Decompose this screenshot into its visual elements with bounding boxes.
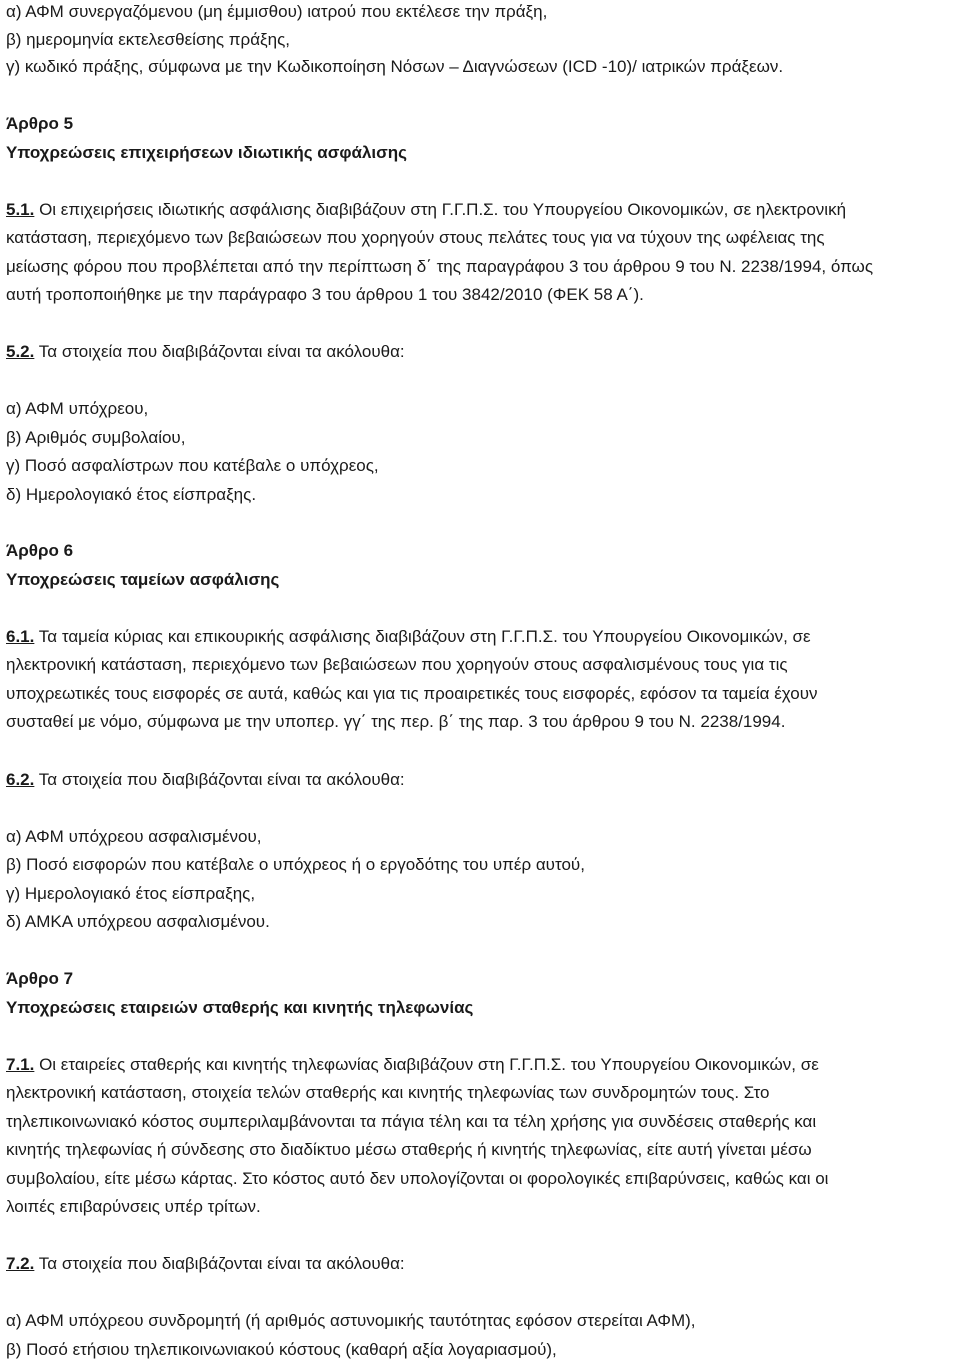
paragraph-7-2-line [6,1253,956,1275]
paragraph-6-2-line [6,769,956,791]
list-item: γ) Ποσό ασφαλίστρων που κατέβαλε ο υπόχρεος, [6,456,379,475]
list-item: α) ΑΦΜ υπόχρεου, [6,399,149,418]
paragraph-6-1-line: υποχρεωτικές τους εισφορές σε αυτά, καθώς και για τις προαιρετικές τους εισφορές, εφόσον τα ταμεία έχουν [6,684,818,703]
paragraph-number: 7.2. [6,1254,35,1273]
paragraph-text: Οι εταιρείες σταθερής και κινητής τηλεφωνίας διαβιβάζουν στη Γ.Γ.Π.Σ. του Υπουργείου Οικονομικών, σε [34,1055,819,1074]
paragraph-text: Τα στοιχεία που διαβιβάζονται είναι τα ακόλουθα: [34,1254,405,1273]
paragraph-7-1-line: κινητής τηλεφωνίας ή σύνδεσης στο διαδίκτυο μέσω σταθερής ή κινητής τηλεφωνίας, είτε αυτή γίνεται μέσω [6,1140,812,1159]
article-7-heading: Άρθρο 7 [6,969,74,988]
paragraph-7-1-line: λοιπές επιβαρύνσεις υπέρ τρίτων. [6,1197,261,1216]
intro-line: γ) κωδικό πράξης, σύμφωνα με την Κωδικοποίηση Νόσων – Διαγνώσεων (ICD ‑10)/ ιατρικών πράξεων. [6,57,784,76]
paragraph-5-2-line [6,341,956,363]
list-item: α) ΑΦΜ υπόχρεου συνδρομητή (ή αριθμός αστυνομικής ταυτότητας εφόσον στερείται ΑΦΜ), [6,1311,696,1330]
list-item: δ) Ημερολογιακό έτος είσπραξης. [6,485,257,504]
paragraph-7-1-line: συμβολαίου, είτε μέσω κάρτας. Στο κόστος αυτό δεν υπολογίζονται οι φορολογικές επιβαρύνσεις, καθώς και οι [6,1169,829,1188]
intro-line: β) ημερομηνία εκτελεσθείσης πράξης, [6,30,291,49]
paragraph-6-1-line [6,626,956,648]
paragraph-text: Τα στοιχεία που διαβιβάζονται είναι τα ακόλουθα: [34,342,405,361]
paragraph-text: Οι επιχειρήσεις ιδιωτικής ασφάλισης διαβιβάζουν στη Γ.Γ.Π.Σ. του Υπουργείου Οικονομικών, σε ηλεκτρονική [34,200,847,219]
paragraph-5-1-line: κατάσταση, περιεχόμενο των βεβαιώσεων που χορηγούν στους πελάτες τους για να τύχουν της ωφέλειας της [6,228,825,247]
paragraph-number: 7.1. [6,1055,35,1074]
paragraph-7-1-line: ηλεκτρονική κατάσταση, στοιχεία τελών σταθερής και κινητής τηλεφωνίας των συνδρομητών τους. Στο [6,1083,770,1102]
paragraph-7-1-line [6,1054,956,1076]
paragraph-6-1-line: ηλεκτρονική κατάσταση, περιεχόμενο των βεβαιώσεων που χορηγούν στους ασφαλισμένους τους για τις [6,655,788,674]
article-5-heading: Άρθρο 5 [6,114,74,133]
paragraph-7-1-line: τηλεπικοινωνιακό κόστος συμπεριλαμβάνονται τα πάγια τέλη και τα τέλη χρήσης για συνδέσεις σταθερής και [6,1112,817,1131]
paragraph-number: 5.2. [6,342,35,361]
paragraph-text: Τα ταμεία κύριας και επικουρικής ασφάλισης διαβιβάζουν στη Γ.Γ.Π.Σ. του Υπουργείου Οικονομικών, σε [34,627,811,646]
list-item: γ) Ημερολογιακό έτος είσπραξης, [6,884,256,903]
list-item: α) ΑΦΜ υπόχρεου ασφαλισμένου, [6,827,262,846]
article-6-heading: Άρθρο 6 [6,541,74,560]
paragraph-text: Τα στοιχεία που διαβιβάζονται είναι τα ακόλουθα: [34,770,405,789]
paragraph-number: 5.1. [6,200,35,219]
list-item: β) Ποσό εισφορών που κατέβαλε ο υπόχρεος ή ο εργοδότης του υπέρ αυτού, [6,855,585,874]
paragraph-5-1-line [6,199,956,221]
paragraph-number: 6.2. [6,770,35,789]
article-5-title: Υποχρεώσεις επιχειρήσεων ιδιωτικής ασφάλισης [6,143,407,162]
list-item: β) Ποσό ετήσιου τηλεπικοινωνιακού κόστους (καθαρή αξία λογαριασμού), [6,1340,557,1359]
article-6-title: Υποχρεώσεις ταμείων ασφάλισης [6,570,280,589]
paragraph-6-1-line: συσταθεί με νόμο, σύμφωνα με την υποπερ. γγ΄ της περ. β΄ της παρ. 3 του άρθρου 9 του Ν. 2238/1994. [6,712,786,731]
list-item: δ) ΑΜΚΑ υπόχρεου ασφαλισμένου. [6,912,270,931]
article-7-title: Υποχρεώσεις εταιρειών σταθερής και κινητής τηλεφωνίας [6,998,474,1017]
paragraph-number: 6.1. [6,627,35,646]
paragraph-5-1-line: μείωσης φόρου που προβλέπεται από την περίπτωση δ΄ της παραγράφου 3 του άρθρου 9 του Ν. 2238/1994, όπως [6,257,874,276]
paragraph-5-1-line: αυτή τροποποιήθηκε με την παράγραφο 3 του άρθρου 1 του 3842/2010 (ΦΕΚ 58 Α΄). [6,285,644,304]
list-item: β) Αριθμός συμβολαίου, [6,428,186,447]
intro-line: α) ΑΦΜ συνεργαζόμενου (μη έμμισθου) ιατρού που εκτέλεσε την πράξη, [6,2,548,21]
